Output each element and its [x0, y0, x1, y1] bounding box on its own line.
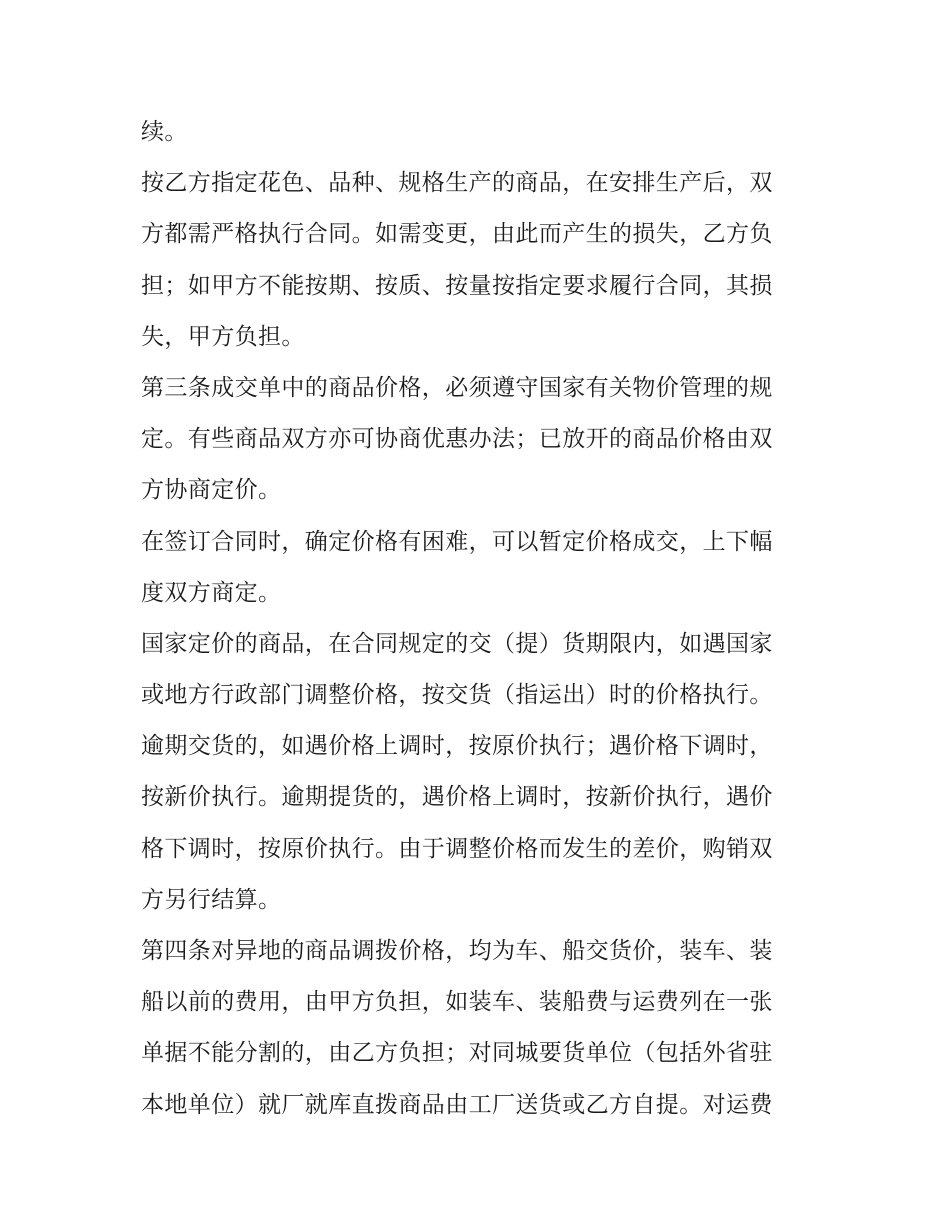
text-line: 按乙方指定花色、品种、规格生产的商品，在安排生产后，双 [141, 170, 773, 197]
text-line: 度双方商定。 [141, 579, 282, 606]
text-line: 担；如甲方不能按期、按质、按量按指定要求履行合同，其损 [141, 272, 773, 299]
text-line: 第三条成交单中的商品价格，必须遵守国家有关物价管理的规 [141, 374, 773, 401]
text-line: 在签订合同时，确定价格有困难，可以暂定价格成交，上下幅 [141, 528, 773, 555]
document-body [141, 107, 813, 1131]
text-line: 国家定价的商品，在合同规定的交（提）货期限内，如遇国家 [141, 630, 773, 657]
text-line: 失，甲方负担。 [141, 323, 305, 350]
text-line: 单据不能分割的，由乙方负担；对同城要货单位（包括外省驻 [141, 1040, 773, 1067]
text-line: 船以前的费用，由甲方负担，如装车、装船费与运费列在一张 [141, 989, 773, 1016]
text-line: 按新价执行。逾期提货的，遇价格上调时，按新价执行，遇价 [141, 784, 773, 811]
text-line: 第四条对异地的商品调拨价格，均为车、船交货价，装车、装 [141, 938, 773, 964]
text-line: 格下调时，按原价执行。由于调整价格而发生的差价，购销双 [141, 835, 773, 862]
text-line: 方另行结算。 [141, 886, 282, 913]
text-line: 或地方行政部门调整价格，按交货（指运出）时的价格执行。 [141, 682, 773, 709]
text-line: 续。 [141, 119, 188, 145]
text-line: 定。有些商品双方亦可协商优惠办法；已放开的商品价格由双 [141, 426, 773, 453]
text-line: 方协商定价。 [141, 477, 282, 504]
text-line: 本地单位）就厂就库直拨商品由工厂送货或乙方自提。对运费 [141, 1091, 773, 1118]
text-line: 方都需严格执行合同。如需变更，由此而产生的损失，乙方负 [141, 221, 773, 248]
text-line: 逾期交货的，如遇价格上调时，按原价执行；遇价格下调时， [141, 733, 773, 760]
